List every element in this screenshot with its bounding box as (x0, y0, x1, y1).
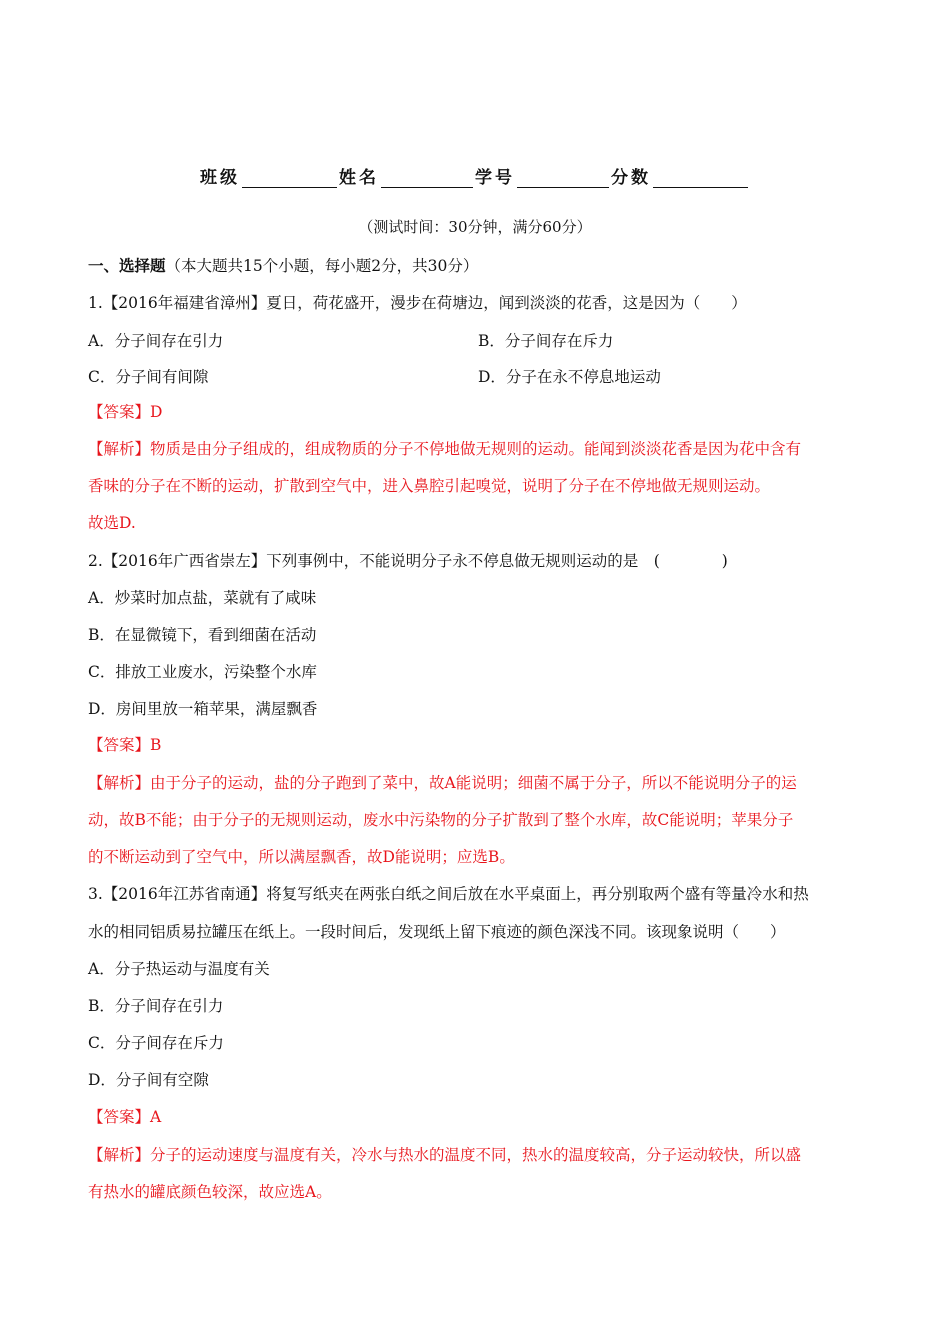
section-description: （本大题共15个小题，每小题2分，共30分） (165, 257, 479, 275)
question-3-answer: 【答案】A (88, 1108, 162, 1126)
student-info-header (0, 163, 950, 188)
name-blank (381, 165, 473, 188)
question-2-option-a: A．炒菜时加点盐，菜就有了咸味 (88, 589, 317, 607)
question-2-option-c: C．排放工业废水，污染整个水库 (88, 663, 317, 681)
question-2-option-b: B．在显微镜下，看到细菌在活动 (88, 626, 317, 644)
question-3-option-c: C．分子间存在斥力 (88, 1034, 224, 1052)
question-2-analysis-line: 的不断运动到了空气中，所以满屋飘香，故D能说明；应选B。 (88, 848, 515, 866)
section-title: 一、选择题 (88, 256, 166, 275)
question-3-stem-line: 水的相同铝质易拉罐压在纸上。一段时间后，发现纸上留下痕迹的颜色深浅不同。该现象说明（ ） (88, 923, 786, 941)
class-blank (242, 165, 337, 188)
question-1-stem: 1.【2016年福建省漳州】夏日，荷花盛开，漫步在荷塘边，闻到淡淡的花香，这是因为（ ） (88, 294, 747, 312)
score-blank (653, 165, 748, 188)
question-2-analysis-line: 【解析】由于分子的运动，盐的分子跑到了菜中，故A能说明；细菌不属于分子，所以不能说明分子的运 (88, 774, 797, 792)
score-label: 分数 (611, 168, 651, 188)
question-3-analysis-line: 有热水的罐底颜色较深，故应选A。 (88, 1183, 332, 1201)
question-3-stem-line: 3.【2016年江苏省南通】将复写纸夹在两张白纸之间后放在水平桌面上，再分别取两个盛有等量冷水和热 (88, 885, 809, 903)
student-id-blank (517, 165, 609, 188)
question-1-analysis-line: 故选D. (88, 514, 136, 532)
question-3-option-d: D．分子间有空隙 (88, 1071, 209, 1089)
question-1-option-c: C．分子间有间隙 (88, 368, 209, 386)
question-2-answer: 【答案】B (88, 736, 162, 754)
section-heading (88, 254, 478, 276)
question-1-option-d: D．分子在永不停息地运动 (478, 368, 661, 386)
question-2-analysis-line: 动，故B不能；由于分子的无规则运动，废水中污染物的分子扩散到了整个水库，故C能说明；苹果分子 (88, 811, 794, 829)
class-label: 班级 (200, 168, 240, 188)
question-3-analysis-line: 【解析】分子的运动速度与温度有关，冷水与热水的温度不同，热水的温度较高，分子运动较快，所以盛 (88, 1146, 802, 1164)
name-label: 姓名 (339, 168, 379, 188)
question-3-option-a: A．分子热运动与温度有关 (88, 960, 270, 978)
student-id-label: 学号 (475, 168, 515, 188)
question-1-analysis-line: 香味的分子在不断的运动，扩散到空气中，进入鼻腔引起嗅觉，说明了分子在不停地做无规则运动。 (88, 477, 771, 495)
question-1-answer: 【答案】D (88, 403, 163, 421)
question-1-option-b: B．分子间存在斥力 (478, 332, 614, 350)
test-info: （测试时间：30分钟，满分60分） (358, 218, 592, 236)
question-3-option-b: B．分子间存在引力 (88, 997, 224, 1015)
question-2-option-d: D．房间里放一箱苹果，满屋飘香 (88, 700, 318, 718)
question-1-option-a: A．分子间存在引力 (88, 332, 224, 350)
question-1-analysis-line: 【解析】物质是由分子组成的，组成物质的分子不停地做无规则的运动。能闻到淡淡花香是因为花中含有 (88, 440, 802, 458)
question-2-stem: 2.【2016年广西省崇左】下列事例中，不能说明分子永不停息做无规则运动的是 ( ) (88, 552, 728, 570)
